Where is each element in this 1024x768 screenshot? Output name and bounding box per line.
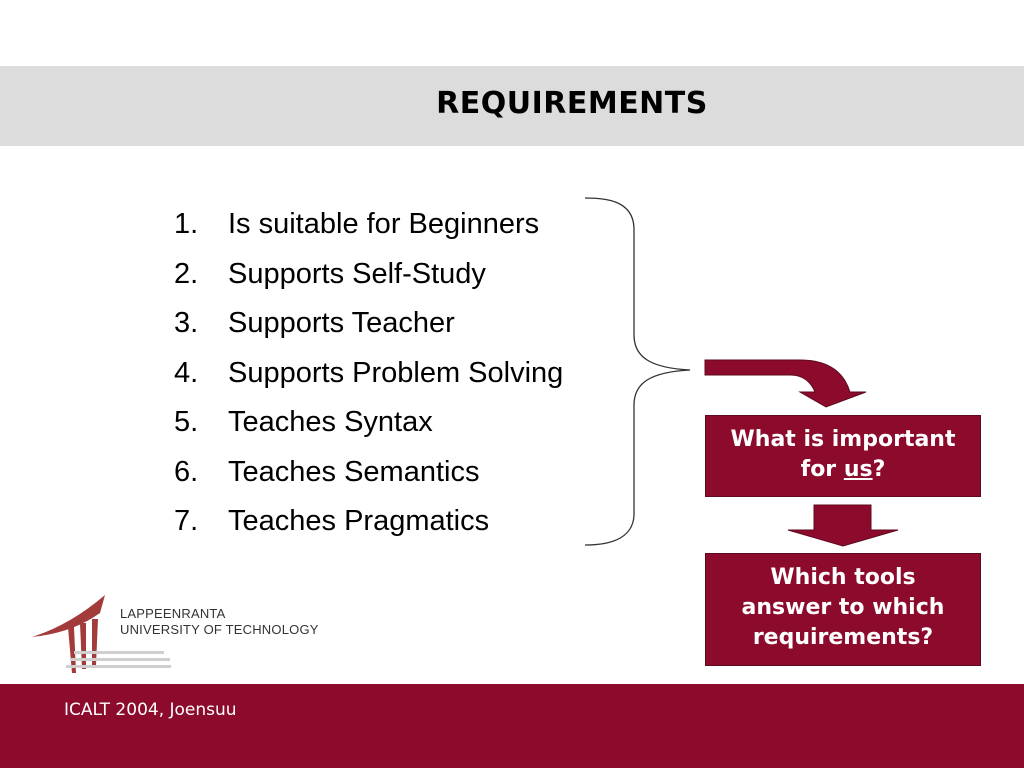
down-arrow [788, 505, 898, 546]
item-text: Teaches Pragmatics [228, 505, 490, 538]
item-text: Is suitable for Beginners [228, 208, 540, 241]
logo-line: UNIVERSITY OF TECHNOLOGY [120, 622, 319, 637]
question-box-important [705, 415, 981, 497]
curved-arrow [705, 360, 866, 407]
footer-bar [0, 684, 1024, 768]
item-text: Teaches Semantics [228, 455, 480, 488]
university-name [120, 606, 319, 638]
item-number: 6. [174, 455, 199, 488]
box-text: for [800, 457, 844, 482]
box-line: What is important [730, 427, 956, 452]
box-line: Which tools [770, 565, 916, 590]
item-number: 1. [174, 208, 199, 241]
item-text: Supports Problem Solving [228, 356, 564, 389]
item-number: 7. [174, 505, 199, 538]
item-number: 5. [174, 406, 199, 439]
item-text: Teaches Syntax [228, 406, 433, 439]
item-text: Supports Self-Study [228, 257, 486, 290]
box-line: answer to which [741, 595, 945, 620]
box-line [706, 455, 980, 485]
item-number: 4. [174, 356, 199, 389]
emphasis-us: us [843, 457, 873, 482]
item-number: 3. [174, 307, 199, 340]
item-number: 2. [174, 257, 199, 290]
logo-line: LAPPEENRANTA [120, 606, 226, 621]
footer-text: ICALT 2004, Joensuu [64, 700, 237, 720]
item-text: Supports Teacher [228, 307, 455, 340]
question-box-tools [705, 553, 981, 666]
right-brace [585, 198, 690, 545]
box-line: requirements? [752, 625, 934, 650]
box-text: ? [872, 457, 886, 482]
slide-title: REQUIREMENTS [436, 86, 708, 121]
